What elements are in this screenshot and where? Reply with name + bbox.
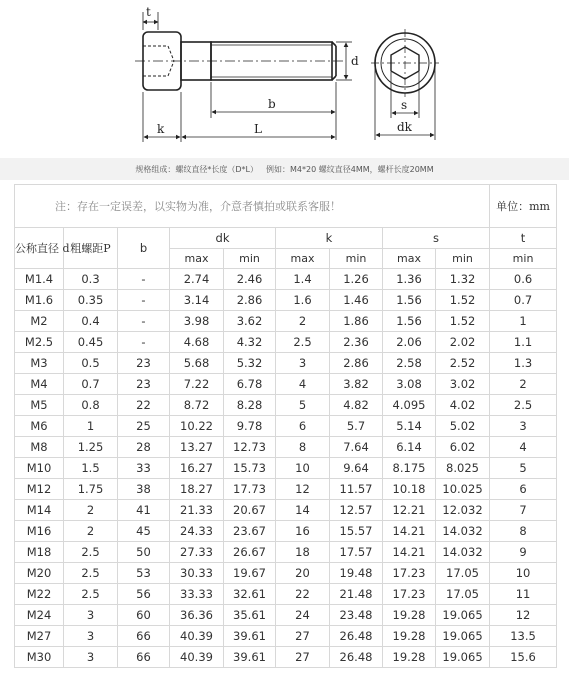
cell-k-max: 2.5	[276, 332, 330, 353]
table-row	[15, 311, 557, 332]
cell-s-max: 19.28	[383, 605, 436, 626]
cell-k-min: 23.48	[330, 605, 383, 626]
cell-dk-max: 3.14	[170, 290, 224, 311]
cell-b: -	[118, 290, 170, 311]
header-k: k	[276, 228, 383, 249]
cell-size: M2.5	[15, 332, 64, 353]
cell-pitch: 2.5	[64, 542, 118, 563]
cell-s-max: 17.23	[383, 584, 436, 605]
cell-t-min: 4	[490, 437, 557, 458]
cell-pitch: 3	[64, 626, 118, 647]
cell-t-min: 1.1	[490, 332, 557, 353]
cell-dk-min: 5.32	[224, 353, 276, 374]
table-row	[15, 332, 557, 353]
cell-pitch: 1	[64, 416, 118, 437]
cell-dk-min: 26.67	[224, 542, 276, 563]
cell-size: M16	[15, 521, 64, 542]
cell-size: M10	[15, 458, 64, 479]
header-b: b	[118, 228, 170, 269]
cell-k-min: 15.57	[330, 521, 383, 542]
table-row	[15, 290, 557, 311]
cell-k-max: 16	[276, 521, 330, 542]
cell-s-max: 5.14	[383, 416, 436, 437]
cell-k-max: 12	[276, 479, 330, 500]
cell-dk-min: 4.32	[224, 332, 276, 353]
cell-s-max: 4.095	[383, 395, 436, 416]
table-row	[15, 395, 557, 416]
header-k-max: max	[276, 249, 330, 269]
cell-s-max: 2.06	[383, 332, 436, 353]
cell-dk-min: 12.73	[224, 437, 276, 458]
cell-dk-min: 9.78	[224, 416, 276, 437]
cell-b: 50	[118, 542, 170, 563]
cell-size: M30	[15, 647, 64, 668]
cell-s-min: 14.032	[436, 521, 490, 542]
table-row	[15, 269, 557, 290]
cell-s-max: 6.14	[383, 437, 436, 458]
cell-k-max: 20	[276, 563, 330, 584]
disclaimer-note: 注：存在一定误差，以实物为准，介意者慎拍或联系客服！	[15, 185, 490, 228]
header-t: t	[490, 228, 557, 249]
cell-k-max: 27	[276, 647, 330, 668]
cell-size: M20	[15, 563, 64, 584]
cell-t-min: 1.3	[490, 353, 557, 374]
cell-size: M22	[15, 584, 64, 605]
cell-size: M1.4	[15, 269, 64, 290]
cell-dk-max: 10.22	[170, 416, 224, 437]
cell-dk-max: 13.27	[170, 437, 224, 458]
cell-k-min: 19.48	[330, 563, 383, 584]
cell-pitch: 0.35	[64, 290, 118, 311]
cell-k-max: 6	[276, 416, 330, 437]
header-s: s	[383, 228, 490, 249]
spec-caption	[0, 158, 569, 180]
table-row	[15, 626, 557, 647]
header-k-min: min	[330, 249, 383, 269]
cell-dk-max: 18.27	[170, 479, 224, 500]
table-body	[15, 269, 557, 668]
cell-b: 41	[118, 500, 170, 521]
cell-t-min: 0.7	[490, 290, 557, 311]
table-row	[15, 584, 557, 605]
cell-s-min: 1.32	[436, 269, 490, 290]
cell-size: M5	[15, 395, 64, 416]
cell-size: M1.6	[15, 290, 64, 311]
cell-t-min: 2.5	[490, 395, 557, 416]
header-pitch: 粗螺距P	[64, 228, 118, 269]
cell-s-max: 17.23	[383, 563, 436, 584]
cell-size: M27	[15, 626, 64, 647]
cell-s-min: 19.065	[436, 626, 490, 647]
cell-k-max: 18	[276, 542, 330, 563]
screw-end-view	[371, 29, 439, 97]
cell-b: 23	[118, 353, 170, 374]
cell-t-min: 12	[490, 605, 557, 626]
screw-technical-drawing	[0, 0, 569, 152]
cell-k-min: 21.48	[330, 584, 383, 605]
cell-s-min: 3.02	[436, 374, 490, 395]
header-s-max: max	[383, 249, 436, 269]
cell-s-min: 4.02	[436, 395, 490, 416]
header-dk-max: max	[170, 249, 224, 269]
cell-pitch: 2	[64, 521, 118, 542]
label-b: b	[268, 97, 276, 111]
cell-k-min: 26.48	[330, 626, 383, 647]
cell-s-min: 14.032	[436, 542, 490, 563]
cell-s-max: 14.21	[383, 521, 436, 542]
cell-s-max: 14.21	[383, 542, 436, 563]
cell-b: 53	[118, 563, 170, 584]
cell-size: M2	[15, 311, 64, 332]
cell-k-max: 2	[276, 311, 330, 332]
cell-t-min: 15.6	[490, 647, 557, 668]
cell-k-max: 3	[276, 353, 330, 374]
cell-s-min: 12.032	[436, 500, 490, 521]
cell-s-min: 10.025	[436, 479, 490, 500]
cell-b: -	[118, 269, 170, 290]
header-dk-min: min	[224, 249, 276, 269]
cell-t-min: 11	[490, 584, 557, 605]
cell-k-min: 9.64	[330, 458, 383, 479]
cell-t-min: 1	[490, 311, 557, 332]
cell-pitch: 0.5	[64, 353, 118, 374]
cell-b: 28	[118, 437, 170, 458]
cell-t-min: 10	[490, 563, 557, 584]
cell-s-max: 19.28	[383, 626, 436, 647]
cell-k-min: 7.64	[330, 437, 383, 458]
cell-t-min: 3	[490, 416, 557, 437]
cell-s-max: 19.28	[383, 647, 436, 668]
cell-b: 66	[118, 626, 170, 647]
cell-k-max: 22	[276, 584, 330, 605]
header-t-min: min	[490, 249, 557, 269]
cell-dk-max: 5.68	[170, 353, 224, 374]
cell-dk-min: 20.67	[224, 500, 276, 521]
cell-pitch: 2	[64, 500, 118, 521]
cell-size: M8	[15, 437, 64, 458]
cell-k-min: 17.57	[330, 542, 383, 563]
cell-b: -	[118, 311, 170, 332]
dimension-table	[14, 184, 557, 668]
cell-dk-max: 3.98	[170, 311, 224, 332]
cell-s-min: 17.05	[436, 563, 490, 584]
cell-b: 45	[118, 521, 170, 542]
cell-k-min: 11.57	[330, 479, 383, 500]
table-row	[15, 353, 557, 374]
cell-s-max: 10.18	[383, 479, 436, 500]
cell-k-min: 1.46	[330, 290, 383, 311]
cell-s-max: 3.08	[383, 374, 436, 395]
cell-s-max: 8.175	[383, 458, 436, 479]
cell-k-min: 1.86	[330, 311, 383, 332]
cell-pitch: 1.25	[64, 437, 118, 458]
cell-k-min: 5.7	[330, 416, 383, 437]
cell-b: 25	[118, 416, 170, 437]
cell-pitch: 3	[64, 605, 118, 626]
cell-dk-max: 40.39	[170, 647, 224, 668]
cell-dk-max: 36.36	[170, 605, 224, 626]
cell-dk-min: 23.67	[224, 521, 276, 542]
cell-dk-max: 16.27	[170, 458, 224, 479]
cell-s-max: 1.36	[383, 269, 436, 290]
cell-dk-min: 32.61	[224, 584, 276, 605]
cell-size: M6	[15, 416, 64, 437]
cell-dk-min: 2.46	[224, 269, 276, 290]
label-dk: dk	[397, 120, 412, 134]
cell-dk-max: 8.72	[170, 395, 224, 416]
table-row	[15, 521, 557, 542]
cell-s-min: 19.065	[436, 605, 490, 626]
cell-b: 38	[118, 479, 170, 500]
cell-t-min: 5	[490, 458, 557, 479]
cell-pitch: 2.5	[64, 584, 118, 605]
cell-k-max: 27	[276, 626, 330, 647]
cell-pitch: 0.3	[64, 269, 118, 290]
label-k: k	[157, 122, 165, 136]
label-L: L	[254, 122, 262, 136]
cell-b: 33	[118, 458, 170, 479]
cell-size: M18	[15, 542, 64, 563]
table-row	[15, 479, 557, 500]
cell-dk-max: 2.74	[170, 269, 224, 290]
cell-pitch: 0.45	[64, 332, 118, 353]
cell-dk-min: 17.73	[224, 479, 276, 500]
cell-b: -	[118, 332, 170, 353]
cell-s-max: 1.56	[383, 311, 436, 332]
cell-t-min: 8	[490, 521, 557, 542]
header-s-min: min	[436, 249, 490, 269]
cell-s-min: 2.52	[436, 353, 490, 374]
table-row	[15, 458, 557, 479]
cell-dk-max: 27.33	[170, 542, 224, 563]
cell-size: M24	[15, 605, 64, 626]
cell-k-max: 4	[276, 374, 330, 395]
cell-b: 23	[118, 374, 170, 395]
cell-b: 66	[118, 647, 170, 668]
cell-k-min: 3.82	[330, 374, 383, 395]
cell-s-min: 8.025	[436, 458, 490, 479]
cell-k-min: 4.82	[330, 395, 383, 416]
cell-s-max: 2.58	[383, 353, 436, 374]
cell-dk-max: 4.68	[170, 332, 224, 353]
table-row	[15, 437, 557, 458]
cell-dk-min: 3.62	[224, 311, 276, 332]
label-d: d	[351, 54, 359, 68]
cell-pitch: 0.4	[64, 311, 118, 332]
header-nominal-diameter: 公称直径 d	[15, 228, 64, 269]
cell-dk-min: 6.78	[224, 374, 276, 395]
cell-dk-min: 2.86	[224, 290, 276, 311]
cell-pitch: 1.75	[64, 479, 118, 500]
cell-k-min: 2.86	[330, 353, 383, 374]
cell-s-max: 1.56	[383, 290, 436, 311]
spec-composition: 规格组成：螺纹直径*长度（D*L）	[135, 164, 259, 174]
cell-pitch: 1.5	[64, 458, 118, 479]
cell-pitch: 0.8	[64, 395, 118, 416]
cell-k-min: 26.48	[330, 647, 383, 668]
table-row	[15, 542, 557, 563]
cell-k-min: 1.26	[330, 269, 383, 290]
cell-pitch: 0.7	[64, 374, 118, 395]
cell-t-min: 2	[490, 374, 557, 395]
spec-example: 例如：M4*20 螺纹直径4MM，螺杆长度20MM	[266, 164, 434, 174]
table-row	[15, 500, 557, 521]
cell-s-max: 12.21	[383, 500, 436, 521]
cell-k-max: 1.6	[276, 290, 330, 311]
cell-t-min: 9	[490, 542, 557, 563]
label-s: s	[401, 98, 408, 112]
cell-dk-min: 15.73	[224, 458, 276, 479]
table-row	[15, 416, 557, 437]
cell-dk-min: 35.61	[224, 605, 276, 626]
cell-t-min: 7	[490, 500, 557, 521]
cell-t-min: 6	[490, 479, 557, 500]
cell-pitch: 2.5	[64, 563, 118, 584]
cell-dk-max: 7.22	[170, 374, 224, 395]
cell-dk-min: 39.61	[224, 626, 276, 647]
cell-s-min: 6.02	[436, 437, 490, 458]
cell-s-min: 17.05	[436, 584, 490, 605]
cell-b: 60	[118, 605, 170, 626]
cell-dk-max: 21.33	[170, 500, 224, 521]
cell-dk-max: 24.33	[170, 521, 224, 542]
cell-s-min: 1.52	[436, 311, 490, 332]
cell-s-min: 19.065	[436, 647, 490, 668]
header-dk: dk	[170, 228, 276, 249]
cell-dk-min: 19.67	[224, 563, 276, 584]
table-row	[15, 647, 557, 668]
cell-dk-max: 33.33	[170, 584, 224, 605]
cell-t-min: 13.5	[490, 626, 557, 647]
cell-size: M4	[15, 374, 64, 395]
unit-label: 单位：mm	[490, 185, 557, 228]
cell-t-min: 0.6	[490, 269, 557, 290]
cell-k-max: 24	[276, 605, 330, 626]
cell-k-max: 5	[276, 395, 330, 416]
cell-s-min: 1.52	[436, 290, 490, 311]
cell-k-max: 10	[276, 458, 330, 479]
cell-size: M3	[15, 353, 64, 374]
table-row	[15, 605, 557, 626]
cell-s-min: 5.02	[436, 416, 490, 437]
cell-k-max: 1.4	[276, 269, 330, 290]
table-row	[15, 374, 557, 395]
cell-dk-min: 8.28	[224, 395, 276, 416]
cell-size: M14	[15, 500, 64, 521]
label-t: t	[146, 5, 151, 19]
cell-k-min: 12.57	[330, 500, 383, 521]
cell-k-max: 14	[276, 500, 330, 521]
cell-k-max: 8	[276, 437, 330, 458]
cell-b: 22	[118, 395, 170, 416]
cell-dk-max: 30.33	[170, 563, 224, 584]
cell-pitch: 3	[64, 647, 118, 668]
cell-dk-max: 40.39	[170, 626, 224, 647]
table-row	[15, 563, 557, 584]
cell-size: M12	[15, 479, 64, 500]
cell-s-min: 2.02	[436, 332, 490, 353]
cell-b: 56	[118, 584, 170, 605]
cell-dk-min: 39.61	[224, 647, 276, 668]
cell-k-min: 2.36	[330, 332, 383, 353]
